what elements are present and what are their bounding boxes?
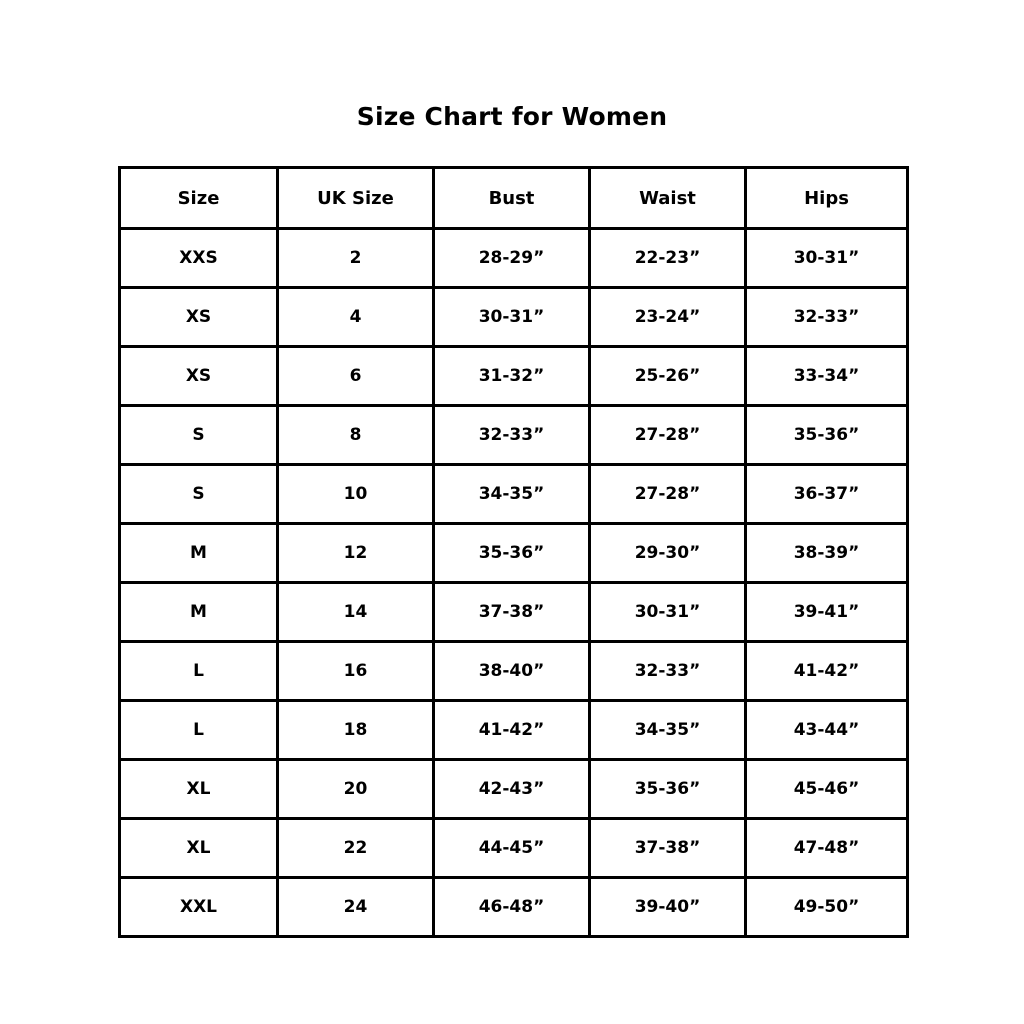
cell-hips: 36-37” [746, 465, 908, 524]
cell-uk-size: 8 [278, 406, 434, 465]
cell-bust: 37-38” [434, 583, 590, 642]
cell-bust: 42-43” [434, 760, 590, 819]
cell-waist: 22-23” [590, 229, 746, 288]
cell-waist: 32-33” [590, 642, 746, 701]
table-body [120, 229, 908, 937]
cell-hips: 49-50” [746, 878, 908, 937]
cell-uk-size: 10 [278, 465, 434, 524]
cell-hips: 45-46” [746, 760, 908, 819]
cell-size: M [120, 583, 278, 642]
cell-waist: 29-30” [590, 524, 746, 583]
cell-bust: 35-36” [434, 524, 590, 583]
cell-waist: 39-40” [590, 878, 746, 937]
cell-waist: 34-35” [590, 701, 746, 760]
cell-waist: 23-24” [590, 288, 746, 347]
cell-hips: 47-48” [746, 819, 908, 878]
cell-size: L [120, 701, 278, 760]
cell-size: XXS [120, 229, 278, 288]
table-row [120, 819, 908, 878]
cell-hips: 41-42” [746, 642, 908, 701]
cell-bust: 34-35” [434, 465, 590, 524]
column-header-waist: Waist [590, 168, 746, 229]
column-header-uk-size: UK Size [278, 168, 434, 229]
cell-uk-size: 12 [278, 524, 434, 583]
column-header-bust: Bust [434, 168, 590, 229]
cell-bust: 41-42” [434, 701, 590, 760]
cell-uk-size: 18 [278, 701, 434, 760]
cell-uk-size: 14 [278, 583, 434, 642]
table-header-row [120, 168, 908, 229]
cell-waist: 27-28” [590, 465, 746, 524]
cell-uk-size: 22 [278, 819, 434, 878]
cell-size: XL [120, 819, 278, 878]
cell-hips: 33-34” [746, 347, 908, 406]
cell-bust: 31-32” [434, 347, 590, 406]
cell-uk-size: 20 [278, 760, 434, 819]
cell-uk-size: 2 [278, 229, 434, 288]
cell-bust: 44-45” [434, 819, 590, 878]
cell-size: XL [120, 760, 278, 819]
cell-bust: 30-31” [434, 288, 590, 347]
cell-size: XXL [120, 878, 278, 937]
cell-size: XS [120, 288, 278, 347]
table-row [120, 583, 908, 642]
table-row [120, 878, 908, 937]
cell-uk-size: 16 [278, 642, 434, 701]
cell-waist: 30-31” [590, 583, 746, 642]
cell-size: S [120, 406, 278, 465]
table-header [120, 168, 908, 229]
cell-waist: 25-26” [590, 347, 746, 406]
cell-uk-size: 4 [278, 288, 434, 347]
table-row [120, 760, 908, 819]
cell-uk-size: 6 [278, 347, 434, 406]
table-row [120, 701, 908, 760]
table-row [120, 347, 908, 406]
cell-hips: 43-44” [746, 701, 908, 760]
column-header-hips: Hips [746, 168, 908, 229]
cell-size: M [120, 524, 278, 583]
cell-hips: 38-39” [746, 524, 908, 583]
table-row [120, 524, 908, 583]
size-chart-table [118, 166, 909, 938]
table-row [120, 642, 908, 701]
cell-size: XS [120, 347, 278, 406]
cell-bust: 38-40” [434, 642, 590, 701]
cell-waist: 35-36” [590, 760, 746, 819]
table-row [120, 288, 908, 347]
size-chart-table-wrapper [118, 166, 906, 938]
column-header-size: Size [120, 168, 278, 229]
table-row [120, 465, 908, 524]
table-row [120, 406, 908, 465]
page-title: Size Chart for Women [356, 102, 668, 131]
cell-waist: 37-38” [590, 819, 746, 878]
cell-uk-size: 24 [278, 878, 434, 937]
cell-bust: 28-29” [434, 229, 590, 288]
cell-size: L [120, 642, 278, 701]
cell-hips: 39-41” [746, 583, 908, 642]
cell-hips: 32-33” [746, 288, 908, 347]
cell-waist: 27-28” [590, 406, 746, 465]
cell-hips: 30-31” [746, 229, 908, 288]
cell-bust: 32-33” [434, 406, 590, 465]
cell-hips: 35-36” [746, 406, 908, 465]
cell-size: S [120, 465, 278, 524]
table-row [120, 229, 908, 288]
cell-bust: 46-48” [434, 878, 590, 937]
